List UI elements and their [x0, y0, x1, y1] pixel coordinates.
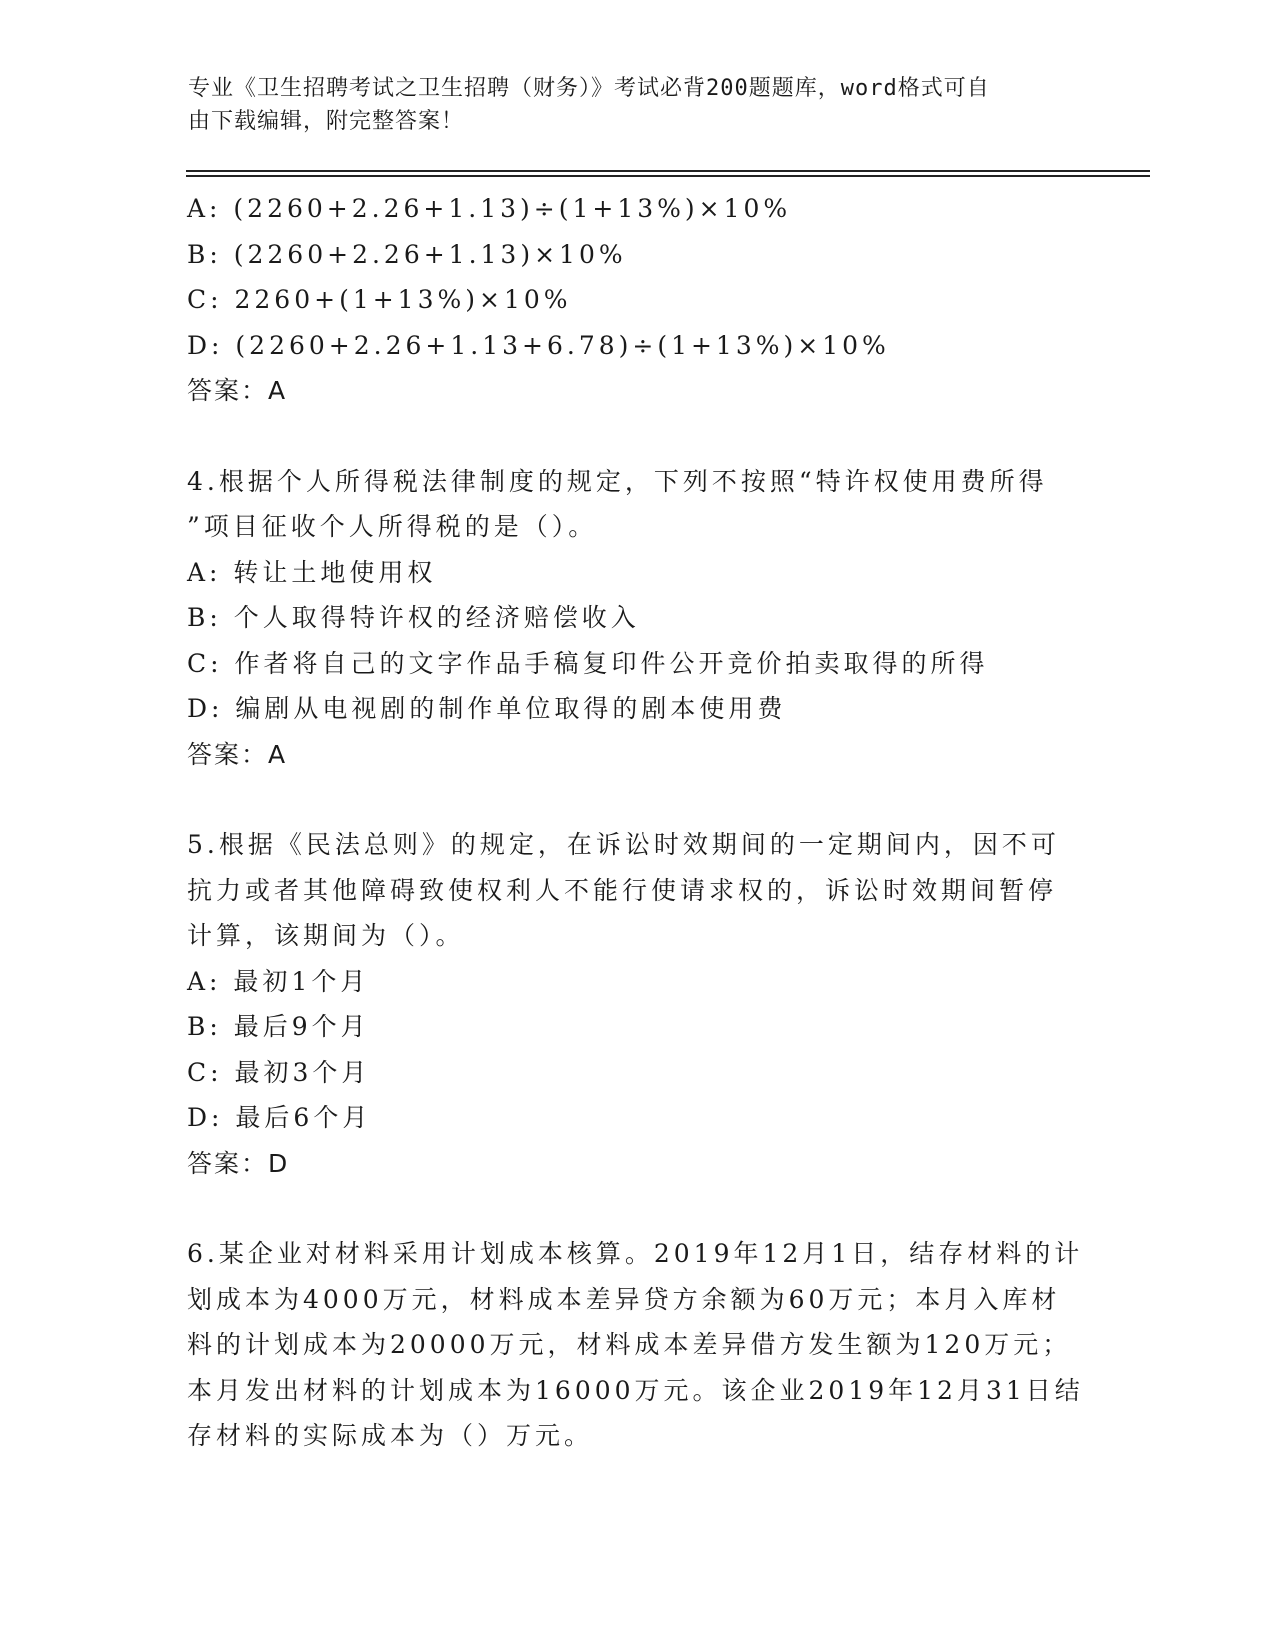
question-6: [187, 1231, 1087, 1459]
option-d: D: 最后6个月: [187, 1103, 372, 1132]
question-text-line: 6.某企业对材料采用计划成本核算。2019年12月1日，结存材料的计: [187, 1239, 1084, 1268]
spacer: [187, 1186, 1087, 1231]
header-rule-bottom: [186, 175, 1150, 177]
option-c: C: 最初3个月: [187, 1057, 371, 1087]
option-c: C: 2260+(1+13%)×10%: [187, 285, 572, 314]
question-5: [187, 822, 1087, 1186]
question-text-line: 本月发出材料的计划成本为16000万元。该企业2019年12月31日结: [187, 1375, 1084, 1405]
spacer: [187, 414, 1087, 459]
header-line-1: 专业《卫生招聘考试之卫生招聘（财务）》考试必背200题题库，word格式可自: [188, 76, 990, 101]
option-d: D: 编剧从电视剧的制作单位取得的剧本使用费: [187, 694, 787, 723]
question-text-line: 料的计划成本为20000万元，材料成本差异借方发生额为120万元；: [187, 1330, 1072, 1359]
question-text-line: 存材料的实际成本为（）万元。: [187, 1421, 594, 1450]
option-b: B: 最后9个月: [187, 1012, 370, 1041]
answer: 答案：A: [187, 739, 288, 769]
answer: 答案：D: [187, 1148, 290, 1178]
header-line-2: 由下载编辑，附完整答案！: [188, 109, 465, 134]
spacer: [187, 777, 1087, 822]
answer: 答案：A: [187, 376, 288, 405]
option-a: A: (2260+2.26+1.13)÷(1+13%)×10%: [187, 194, 792, 223]
question-4: [187, 459, 1087, 778]
question-text-line: 划成本为4000万元，材料成本差异贷方余额为60万元；本月入库材: [187, 1284, 1061, 1314]
document-header: [188, 72, 1068, 138]
option-a: A: 最初1个月: [187, 966, 370, 996]
question-text-line: 4.根据个人所得税法律制度的规定，下列不按照“特许权使用费所得: [187, 466, 1048, 496]
option-a: A: 转让土地使用权: [187, 557, 437, 587]
option-b: B: 个人取得特许权的经济赔偿收入: [187, 603, 640, 632]
question-text-line: 计算，该期间为（）。: [187, 921, 465, 950]
question-text-line: 抗力或者其他障碍致使权利人不能行使请求权的，诉讼时效期间暂停: [187, 875, 1058, 905]
question-text-line: 5.根据《民法总则》的规定，在诉讼时效期间的一定期间内，因不可: [187, 830, 1060, 859]
option-d: D: (2260+2.26+1.13+6.78)÷(1+13%)×10%: [187, 330, 890, 360]
option-c: C: 作者将自己的文字作品手稿复印件公开竞价拍卖取得的所得: [187, 648, 989, 678]
header-rule-top: [186, 170, 1150, 172]
question-3: [187, 186, 1087, 414]
question-text-line: ”项目征收个人所得税的是（）。: [187, 512, 598, 541]
question-list: [187, 186, 1087, 1459]
option-b: B: (2260+2.26+1.13)×10%: [187, 239, 627, 269]
